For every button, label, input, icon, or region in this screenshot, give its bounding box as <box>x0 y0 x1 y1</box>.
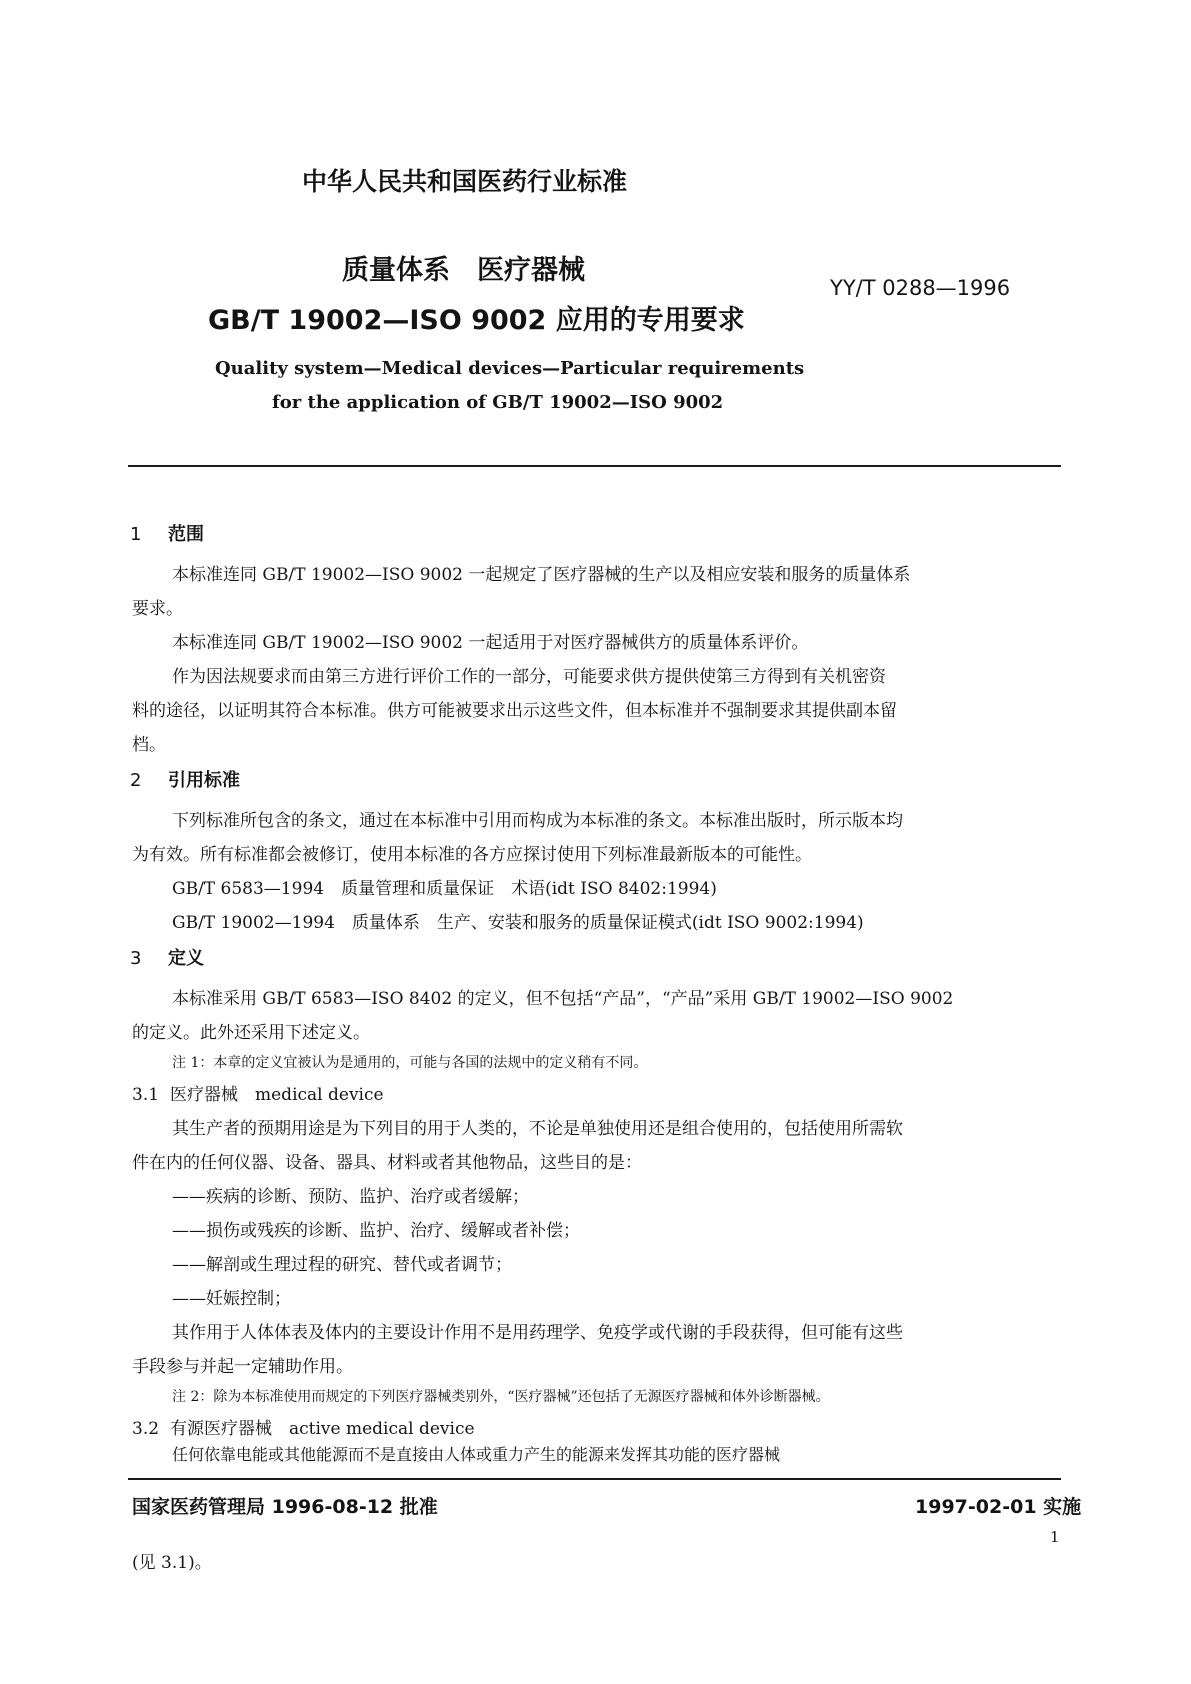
definition-3-1-line-4: 手段参与并起一定辅助作用。 <box>132 1357 353 1377</box>
issuer-title: 中华人民共和国医药行业标准 <box>302 167 628 196</box>
bottom-divider <box>128 1478 1061 1480</box>
definition-3-1-term-text: 医疗器械 medical device <box>170 1085 384 1105</box>
section-3-heading <box>130 944 204 970</box>
definition-3-2-term-text: 有源医疗器械 active medical device <box>170 1419 475 1439</box>
definition-3-1-item-2: ——损伤或残疾的诊断、监护、治疗、缓解或者补偿； <box>172 1221 580 1241</box>
page-number: 1 <box>1050 1528 1060 1546</box>
section-1-para-3-line-1: 作为因法规要求而由第三方进行评价工作的一部分，可能要求供方提供使第三方得到有关机密资 <box>172 667 886 687</box>
definition-3-1-line-2: 件在内的任何仪器、设备、器具、材料或者其他物品，这些目的是： <box>132 1153 642 1173</box>
standard-code: YY/T 0288—1996 <box>830 276 1011 300</box>
definition-3-2-term <box>132 1414 475 1439</box>
section-1-para-2-line-1: 本标准连同 GB/T 19002—ISO 9002 一起适用于对医疗器械供方的质量体系评价。 <box>172 633 809 653</box>
definition-3-2-line-1: 任何依靠电能或其他能源而不是直接由人体或重力产生的能源来发挥其功能的医疗器械 <box>172 1445 781 1464</box>
reference-standard-2: GB/T 19002—1994 质量体系 生产、安装和服务的质量保证模式(idt ISO 9002:1994) <box>172 913 864 933</box>
definition-3-1-term <box>132 1080 384 1105</box>
definition-3-1-number: 3.1 <box>132 1085 160 1105</box>
definition-3-1-item-1: ——疾病的诊断、预防、监护、治疗或者缓解； <box>172 1187 529 1207</box>
section-2-para-1-line-1: 下列标准所包含的条文，通过在本标准中引用而构成为本标准的条文。本标准出版时，所示版本均 <box>172 811 903 831</box>
definition-3-1-line-3: 其作用于人体体表及体内的主要设计作用不是用药理学、免疫学或代谢的手段获得，但可能有这些 <box>172 1323 903 1343</box>
title-english-line-1: Quality system—Medical devices—Particular requirements <box>215 358 805 379</box>
section-1-heading <box>130 520 204 546</box>
section-1-title: 范围 <box>168 524 204 545</box>
section-1-number: 1 <box>130 524 142 545</box>
section-2-title: 引用标准 <box>168 770 240 791</box>
section-3-para-1-line-2: 的定义。此外还采用下述定义。 <box>132 1023 370 1043</box>
effective-date-statement: 1997-02-01 实施 <box>915 1496 1082 1518</box>
top-divider <box>128 465 1061 467</box>
definition-3-1-item-3: ——解剖或生理过程的研究、替代或者调节； <box>172 1255 512 1275</box>
note-2: 注 2：除为本标准使用而规定的下列医疗器械类别外，“医疗器械”还包括了无源医疗器械和体外诊断器械。 <box>172 1389 830 1405</box>
section-3-title: 定义 <box>168 948 204 969</box>
section-2-number: 2 <box>130 770 142 791</box>
definition-3-2-line-2: (见 3.1)。 <box>132 1553 212 1573</box>
reference-standard-1: GB/T 6583—1994 质量管理和质量保证 术语(idt ISO 8402:1994) <box>172 879 717 899</box>
section-1-para-1-line-2: 要求。 <box>132 599 183 619</box>
section-2-para-1-line-2: 为有效。所有标准都会被修订，使用本标准的各方应探讨使用下列标准最新版本的可能性。 <box>132 845 812 865</box>
definition-3-2-number: 3.2 <box>132 1419 160 1439</box>
approval-statement: 国家医药管理局 1996-08-12 批准 <box>132 1496 438 1518</box>
title-chinese-line-2: GB/T 19002—ISO 9002 应用的专用要求 <box>208 305 745 336</box>
section-3-number: 3 <box>130 948 142 969</box>
section-1-para-1-line-1: 本标准连同 GB/T 19002—ISO 9002 一起规定了医疗器械的生产以及相应安装和服务的质量体系 <box>172 565 911 585</box>
section-3-para-1-line-1: 本标准采用 GB/T 6583—ISO 8402 的定义，但不包括“产品”，“产品”采用 GB/T 19002—ISO 9002 <box>172 989 954 1009</box>
note-1: 注 1：本章的定义宜被认为是通用的，可能与各国的法规中的定义稍有不同。 <box>172 1055 648 1071</box>
definition-3-1-line-1: 其生产者的预期用途是为下列目的用于人类的，不论是单独使用还是组合使用的，包括使用所需软 <box>172 1119 903 1139</box>
title-chinese-line-1: 质量体系 医疗器械 <box>342 255 585 286</box>
title-english-line-2: for the application of GB/T 19002—ISO 9002 <box>272 392 724 413</box>
section-1-para-3-line-2: 料的途径，以证明其符合本标准。供方可能被要求出示这些文件，但本标准并不强制要求其提供副本留 <box>132 701 897 721</box>
section-2-heading <box>130 766 240 792</box>
definition-3-1-item-4: ——妊娠控制； <box>172 1289 291 1309</box>
section-1-para-3-line-3: 档。 <box>132 735 166 755</box>
